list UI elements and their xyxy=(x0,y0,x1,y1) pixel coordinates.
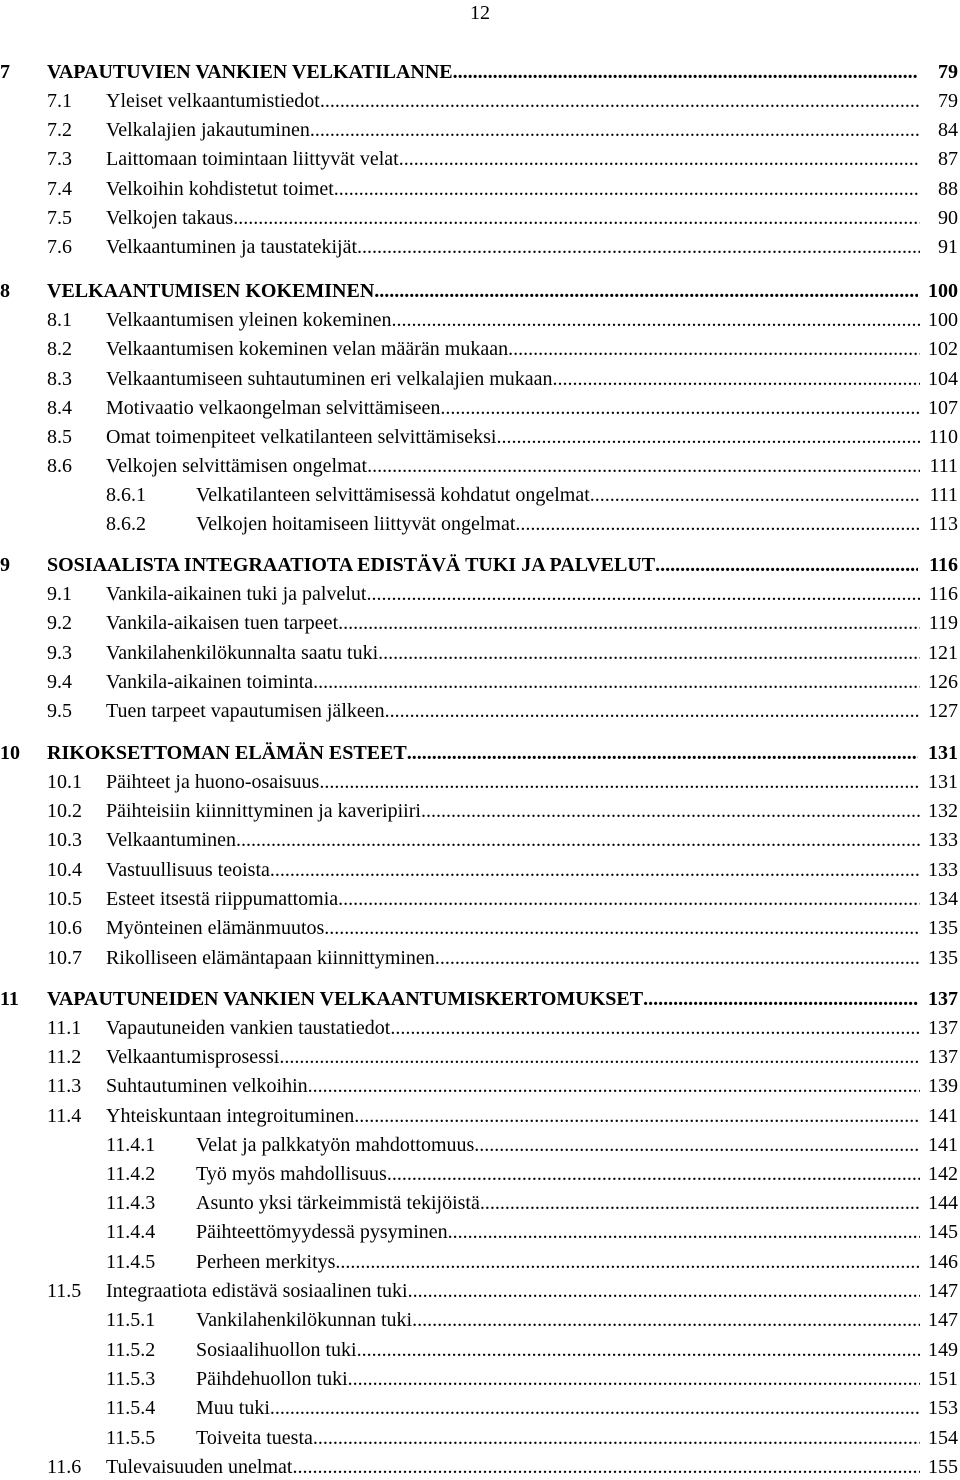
toc-entry-number: 10.6 xyxy=(47,917,82,939)
toc-entry-page-number: 132 xyxy=(928,800,958,822)
toc-entry-title-line xyxy=(106,827,920,853)
toc-entry-title-line xyxy=(106,234,920,260)
dot-leader xyxy=(233,205,920,231)
toc-entry-title-line xyxy=(196,1337,920,1363)
toc-entry-title: Velkaantumisen yleinen kokeminen xyxy=(106,309,392,331)
toc-entry-number: 10 xyxy=(0,742,20,764)
toc-entry-page-number: 90 xyxy=(938,207,958,229)
toc-entry-number: 9 xyxy=(0,554,10,576)
toc-section-entry[interactable] xyxy=(0,698,960,724)
toc-entry-title-line xyxy=(106,366,920,392)
toc-entry-title-line xyxy=(106,1278,920,1304)
toc-entry-number: 9.3 xyxy=(47,642,72,664)
toc-entry-page-number: 142 xyxy=(928,1163,958,1185)
toc-entry-title: Omat toimenpiteet velkatilanteen selvittämiseksi xyxy=(106,426,497,448)
toc-entry-page-number: 102 xyxy=(928,338,958,360)
toc-entry-number: 10.1 xyxy=(47,771,82,793)
toc-entry-title: Päihteet ja huono-osaisuus xyxy=(106,771,320,793)
toc-entry-page-number: 104 xyxy=(928,368,958,390)
toc-entry-number: 9.5 xyxy=(47,700,72,722)
toc-entry-title: Vastuullisuus teoista xyxy=(106,859,270,881)
toc-entry-title: Toiveita tuesta xyxy=(196,1427,313,1449)
toc-section-entry[interactable] xyxy=(0,798,960,824)
toc-entry-title-line xyxy=(196,1366,920,1392)
toc-entry-title-line xyxy=(106,336,920,362)
toc-entry-title: Velkaantuminen xyxy=(106,829,236,851)
dot-leader xyxy=(412,1307,920,1333)
toc-entry-page-number: 126 xyxy=(928,671,958,693)
toc-entry-title: Velkaantumiseen suhtautuminen eri velkalajien mukaan xyxy=(106,368,553,390)
toc-entry-number: 8.5 xyxy=(47,426,72,448)
toc-entry-page-number: 121 xyxy=(928,642,958,664)
dot-leader xyxy=(474,1132,920,1158)
dot-leader xyxy=(324,915,920,941)
toc-entry-title-line xyxy=(106,669,920,695)
toc-entry-page-number: 134 xyxy=(928,888,958,910)
toc-subsection-entry[interactable] xyxy=(0,511,960,537)
toc-entry-title: SOSIAALISTA INTEGRAATIOTA EDISTÄVÄ TUKI JA PALVELUT xyxy=(47,554,656,576)
toc-entry-page-number: 141 xyxy=(928,1134,958,1156)
dot-leader xyxy=(391,307,920,333)
toc-entry-title: Vankila-aikaisen tuen tarpeet xyxy=(106,612,339,634)
dot-leader xyxy=(453,59,918,85)
dot-leader xyxy=(236,827,920,853)
toc-subsection-entry[interactable] xyxy=(0,1307,960,1333)
toc-section-entry[interactable] xyxy=(0,945,960,971)
toc-entry-title-line xyxy=(106,1015,920,1041)
toc-entry-title-line xyxy=(47,278,918,304)
toc-entry-number: 10.2 xyxy=(47,800,82,822)
toc-entry-number: 8.4 xyxy=(47,397,72,419)
toc-subsection-entry[interactable] xyxy=(0,1366,960,1392)
toc-section-entry[interactable] xyxy=(0,176,960,202)
toc-entry-number: 11.4 xyxy=(47,1105,82,1127)
dot-leader xyxy=(338,610,920,636)
dot-leader xyxy=(270,857,920,883)
toc-entry-title: Velkoihin kohdistetut toimet xyxy=(106,178,334,200)
toc-entry-number: 11.2 xyxy=(47,1046,82,1068)
toc-entry-title-line xyxy=(196,1190,920,1216)
toc-entry-number: 11.4.4 xyxy=(106,1221,156,1243)
toc-entry-number: 8 xyxy=(0,280,10,302)
toc-entry-page-number: 100 xyxy=(928,309,958,331)
toc-entry-title: Motivaatio velkaongelman selvittämiseen xyxy=(106,397,441,419)
toc-entry-page-number: 141 xyxy=(928,1105,958,1127)
toc-entry-title: Tulevaisuuden unelmat xyxy=(106,1456,293,1478)
toc-entry-number: 7.5 xyxy=(47,207,72,229)
dot-leader xyxy=(399,146,920,172)
toc-entry-title: Yleiset velkaantumistiedot xyxy=(106,90,320,112)
toc-entry-number: 11.4.1 xyxy=(106,1134,156,1156)
toc-entry-title: Velkojen selvittämisen ongelmat xyxy=(106,455,368,477)
toc-entry-number: 7.3 xyxy=(47,148,72,170)
toc-entry-title: Päihteisiin kiinnittyminen ja kaveripiiri xyxy=(106,800,421,822)
toc-entry-number: 11.5.5 xyxy=(106,1427,156,1449)
toc-entry-title: Yhteiskuntaan integroituminen xyxy=(106,1105,355,1127)
toc-entry-number: 11.3 xyxy=(47,1075,82,1097)
toc-entry-title-line xyxy=(106,307,920,333)
toc-entry-number: 8.2 xyxy=(47,338,72,360)
toc-entry-title: Vankilahenkilökunnan tuki xyxy=(196,1309,413,1331)
toc-entry-page-number: 135 xyxy=(928,947,958,969)
toc-entry-number: 11.5 xyxy=(47,1280,82,1302)
toc-entry-page-number: 87 xyxy=(938,148,958,170)
toc-entry-page-number: 116 xyxy=(929,554,958,576)
toc-entry-title: Velkaantumisen kokeminen velan määrän mukaan xyxy=(106,338,509,360)
toc-entry-page-number: 131 xyxy=(928,771,958,793)
toc-subsection-entry[interactable] xyxy=(0,1190,960,1216)
toc-entry-title: VAPAUTUNEIDEN VANKIEN VELKAANTUMISKERTOMUKSET xyxy=(47,988,644,1010)
toc-entry-title-line xyxy=(106,424,920,450)
toc-section-entry[interactable] xyxy=(0,1278,960,1304)
toc-entry-page-number: 137 xyxy=(928,1017,958,1039)
toc-entry-page-number: 107 xyxy=(928,397,958,419)
toc-entry-title: Velat ja palkkatyön mahdottomuus xyxy=(196,1134,475,1156)
toc-entry-title-line xyxy=(106,88,920,114)
toc-entry-title-line xyxy=(196,1219,920,1245)
toc-entry-title-line xyxy=(106,205,920,231)
toc-entry-page-number: 149 xyxy=(928,1339,958,1361)
toc-entry-title-line xyxy=(196,1161,920,1187)
toc-entry-number: 11.4.5 xyxy=(106,1251,156,1273)
toc-section-entry[interactable] xyxy=(0,424,960,450)
toc-section-entry[interactable] xyxy=(0,88,960,114)
toc-entry-page-number: 144 xyxy=(928,1192,958,1214)
toc-entry-title-line xyxy=(106,1044,920,1070)
toc-entry-page-number: 79 xyxy=(938,61,958,83)
toc-entry-title-line xyxy=(47,986,918,1012)
toc-entry-title-line xyxy=(196,1425,920,1451)
toc-entry-page-number: 135 xyxy=(928,917,958,939)
toc-entry-title: Vankilahenkilökunnalta saatu tuki xyxy=(106,642,379,664)
dot-leader xyxy=(313,1425,920,1451)
toc-entry-number: 8.6.2 xyxy=(106,513,146,535)
toc-subsection-entry[interactable] xyxy=(0,1425,960,1451)
dot-leader xyxy=(313,669,920,695)
toc-entry-title-line xyxy=(196,1132,920,1158)
dot-leader xyxy=(590,482,920,508)
toc-entry-page-number: 88 xyxy=(938,178,958,200)
toc-entry-number: 10.3 xyxy=(47,829,82,851)
dot-leader xyxy=(508,336,920,362)
toc-entry-page-number: 137 xyxy=(928,988,958,1010)
toc-section-entry[interactable] xyxy=(0,395,960,421)
dot-leader xyxy=(354,1103,920,1129)
toc-entry-title-line xyxy=(106,1103,920,1129)
toc-chapter-entry[interactable] xyxy=(0,278,960,304)
toc-entry-title-line xyxy=(106,886,920,912)
toc-section-entry[interactable] xyxy=(0,1015,960,1041)
toc-entry-number: 10.5 xyxy=(47,888,82,910)
toc-entry-page-number: 119 xyxy=(928,612,958,634)
toc-entry-title: Perheen merkitys xyxy=(196,1251,336,1273)
toc-entry-title: Laittomaan toimintaan liittyvät velat xyxy=(106,148,399,170)
toc-entry-title: Velkalajien jakautuminen xyxy=(106,119,310,141)
toc-entry-page-number: 100 xyxy=(928,280,958,302)
toc-entry-number: 11.5.1 xyxy=(106,1309,156,1331)
dot-leader xyxy=(515,511,920,537)
toc-entry-page-number: 153 xyxy=(928,1397,958,1419)
dot-leader xyxy=(292,1454,920,1480)
toc-entry-title-line xyxy=(47,552,918,578)
toc-entry-number: 10.7 xyxy=(47,947,82,969)
toc-entry-title-line xyxy=(106,176,920,202)
dot-leader xyxy=(448,1219,920,1245)
toc-entry-title-line xyxy=(196,511,920,537)
toc-entry-number: 7.4 xyxy=(47,178,72,200)
toc-entry-title-line xyxy=(106,146,920,172)
toc-entry-number: 11.4.2 xyxy=(106,1163,156,1185)
toc-entry-title-line xyxy=(106,915,920,941)
toc-section-entry[interactable] xyxy=(0,366,960,392)
toc-entry-title: Velkatilanteen selvittämisessä kohdatut ongelmat xyxy=(196,484,590,506)
dot-leader xyxy=(378,640,920,666)
toc-section-entry[interactable] xyxy=(0,1044,960,1070)
toc-entry-title-line xyxy=(196,1395,920,1421)
toc-subsection-entry[interactable] xyxy=(0,1337,960,1363)
toc-entry-title: Sosiaalihuollon tuki xyxy=(196,1339,357,1361)
dot-leader xyxy=(480,1190,920,1216)
dot-leader xyxy=(279,1044,920,1070)
toc-section-entry[interactable] xyxy=(0,581,960,607)
toc-entry-title-line xyxy=(196,482,920,508)
toc-entry-title: Esteet itsestä riippumattomia xyxy=(106,888,339,910)
toc-entry-page-number: 155 xyxy=(928,1456,958,1478)
toc-section-entry[interactable] xyxy=(0,453,960,479)
toc-entry-number: 9.2 xyxy=(47,612,72,634)
toc-section-entry[interactable] xyxy=(0,769,960,795)
toc-section-entry[interactable] xyxy=(0,886,960,912)
toc-entry-number: 10.4 xyxy=(47,859,82,881)
toc-entry-title-line xyxy=(106,798,920,824)
toc-entry-number: 11.6 xyxy=(47,1456,82,1478)
toc-entry-title-line xyxy=(106,1073,920,1099)
dot-leader xyxy=(308,1073,920,1099)
toc-entry-page-number: 137 xyxy=(928,1046,958,1068)
toc-entry-title: Asunto yksi tärkeimmistä tekijöistä xyxy=(196,1192,480,1214)
dot-leader xyxy=(319,769,920,795)
dot-leader xyxy=(335,1249,920,1275)
toc-subsection-entry[interactable] xyxy=(0,1219,960,1245)
toc-entry-number: 11.1 xyxy=(47,1017,82,1039)
dot-leader xyxy=(655,552,918,578)
toc-entry-page-number: 139 xyxy=(928,1075,958,1097)
toc-entry-title: Vapautuneiden vankien taustatiedot xyxy=(106,1017,391,1039)
toc-section-entry[interactable] xyxy=(0,336,960,362)
toc-entry-title: Integraatiota edistävä sosiaalinen tuki xyxy=(106,1280,408,1302)
toc-section-entry[interactable] xyxy=(0,146,960,172)
dot-leader xyxy=(435,945,920,971)
toc-entry-title-line xyxy=(106,610,920,636)
dot-leader xyxy=(390,1015,920,1041)
toc-entry-title-line xyxy=(106,857,920,883)
toc-entry-page-number: 111 xyxy=(929,455,958,477)
dot-leader xyxy=(374,278,918,304)
toc-section-entry[interactable] xyxy=(0,827,960,853)
toc-entry-title: VAPAUTUVIEN VANKIEN VELKATILANNE xyxy=(47,61,453,83)
toc-entry-number: 8.1 xyxy=(47,309,72,331)
dot-leader xyxy=(407,740,918,766)
toc-entry-number: 11 xyxy=(0,988,19,1010)
toc-entry-title-line xyxy=(106,453,920,479)
toc-entry-number: 8.6 xyxy=(47,455,72,477)
dot-leader xyxy=(357,234,920,260)
toc-entry-title-line xyxy=(106,395,920,421)
toc-entry-number: 11.5.2 xyxy=(106,1339,156,1361)
toc-entry-page-number: 84 xyxy=(938,119,958,141)
toc-section-entry[interactable] xyxy=(0,640,960,666)
toc-entry-title-line xyxy=(106,769,920,795)
toc-entry-title: Vankila-aikainen toiminta xyxy=(106,671,314,693)
toc-entry-title: Rikolliseen elämäntapaan kiinnittyminen xyxy=(106,947,435,969)
toc-section-entry[interactable] xyxy=(0,857,960,883)
dot-leader xyxy=(440,395,920,421)
toc-subsection-entry[interactable] xyxy=(0,1249,960,1275)
toc-chapter-entry[interactable] xyxy=(0,552,960,578)
toc-entry-page-number: 145 xyxy=(928,1221,958,1243)
toc-entry-page-number: 113 xyxy=(928,513,958,535)
toc-entry-title-line xyxy=(106,581,920,607)
toc-entry-title: Vankila-aikainen tuki ja palvelut xyxy=(106,583,367,605)
toc-entry-number: 8.6.1 xyxy=(106,484,146,506)
dot-leader xyxy=(553,366,920,392)
dot-leader xyxy=(334,176,920,202)
toc-entry-title-line xyxy=(106,640,920,666)
page-number: 12 xyxy=(470,2,490,24)
dot-leader xyxy=(387,1161,920,1187)
toc-entry-number: 7 xyxy=(0,61,10,83)
toc-entry-number: 7.6 xyxy=(47,236,72,258)
toc-entry-page-number: 154 xyxy=(928,1427,958,1449)
toc-entry-number: 11.5.3 xyxy=(106,1368,156,1390)
toc-entry-title: Päihdehuollon tuki xyxy=(196,1368,348,1390)
toc-subsection-entry[interactable] xyxy=(0,1132,960,1158)
toc-entry-title: Velkaantumisprosessi xyxy=(106,1046,280,1068)
toc-entry-number: 9.1 xyxy=(47,583,72,605)
toc-subsection-entry[interactable] xyxy=(0,482,960,508)
dot-leader xyxy=(421,798,920,824)
toc-entry-page-number: 110 xyxy=(928,426,958,448)
toc-entry-page-number: 127 xyxy=(928,700,958,722)
toc-entry-page-number: 133 xyxy=(928,829,958,851)
toc-entry-title: Muu tuki xyxy=(196,1397,270,1419)
toc-entry-number: 11.4.3 xyxy=(106,1192,156,1214)
toc-section-entry[interactable] xyxy=(0,117,960,143)
toc-entry-number: 7.1 xyxy=(47,90,72,112)
toc-entry-title: Velkaantuminen ja taustatekijät xyxy=(106,236,358,258)
toc-entry-title: VELKAANTUMISEN KOKEMINEN xyxy=(47,280,375,302)
toc-section-entry[interactable] xyxy=(0,610,960,636)
toc-entry-title-line xyxy=(106,1454,920,1480)
dot-leader xyxy=(408,1278,920,1304)
toc-entry-title-line xyxy=(196,1307,920,1333)
toc-section-entry[interactable] xyxy=(0,307,960,333)
toc-entry-page-number: 111 xyxy=(929,484,958,506)
toc-section-entry[interactable] xyxy=(0,234,960,260)
dot-leader xyxy=(496,424,920,450)
toc-entry-title: RIKOKSETTOMAN ELÄMÄN ESTEET xyxy=(47,742,407,764)
toc-entry-title: Tuen tarpeet vapautumisen jälkeen xyxy=(106,700,385,722)
toc-entry-title: Työ myös mahdollisuus xyxy=(196,1163,387,1185)
toc-entry-number: 9.4 xyxy=(47,671,72,693)
toc-chapter-entry[interactable] xyxy=(0,59,960,85)
dot-leader xyxy=(643,986,918,1012)
toc-entry-page-number: 151 xyxy=(928,1368,958,1390)
dot-leader xyxy=(348,1366,920,1392)
toc-subsection-entry[interactable] xyxy=(0,1161,960,1187)
toc-entry-page-number: 79 xyxy=(938,90,958,112)
toc-entry-page-number: 147 xyxy=(928,1309,958,1331)
toc-entry-page-number: 116 xyxy=(928,583,958,605)
dot-leader xyxy=(385,698,920,724)
toc-entry-title-line xyxy=(47,740,918,766)
toc-entry-title: Suhtautuminen velkoihin xyxy=(106,1075,308,1097)
toc-entry-title: Velkojen takaus xyxy=(106,207,234,229)
dot-leader xyxy=(367,453,920,479)
toc-section-entry[interactable] xyxy=(0,205,960,231)
toc-section-entry[interactable] xyxy=(0,669,960,695)
toc-section-entry[interactable] xyxy=(0,1103,960,1129)
dot-leader xyxy=(320,88,920,114)
toc-entry-title: Päihteettömyydessä pysyminen xyxy=(196,1221,448,1243)
toc-section-entry[interactable] xyxy=(0,1073,960,1099)
toc-entry-page-number: 131 xyxy=(928,742,958,764)
dot-leader xyxy=(366,581,920,607)
dot-leader xyxy=(357,1337,920,1363)
toc-entry-page-number: 147 xyxy=(928,1280,958,1302)
toc-entry-page-number: 146 xyxy=(928,1251,958,1273)
toc-entry-number: 11.5.4 xyxy=(106,1397,156,1419)
toc-entry-title-line xyxy=(106,117,920,143)
dot-leader xyxy=(310,117,920,143)
toc-entry-page-number: 91 xyxy=(938,236,958,258)
toc-section-entry[interactable] xyxy=(0,1454,960,1480)
toc-section-entry[interactable] xyxy=(0,915,960,941)
toc-entry-page-number: 133 xyxy=(928,859,958,881)
toc-entry-number: 7.2 xyxy=(47,119,72,141)
toc-entry-title: Myönteinen elämänmuutos xyxy=(106,917,325,939)
dot-leader xyxy=(270,1395,920,1421)
toc-entry-title: Velkojen hoitamiseen liittyvät ongelmat xyxy=(196,513,516,535)
toc-chapter-entry[interactable] xyxy=(0,740,960,766)
toc-subsection-entry[interactable] xyxy=(0,1395,960,1421)
toc-chapter-entry[interactable] xyxy=(0,986,960,1012)
toc-entry-title-line xyxy=(106,945,920,971)
toc-entry-number: 8.3 xyxy=(47,368,72,390)
toc-entry-title-line xyxy=(47,59,918,85)
dot-leader xyxy=(338,886,920,912)
toc-entry-title-line xyxy=(106,698,920,724)
toc-entry-title-line xyxy=(196,1249,920,1275)
